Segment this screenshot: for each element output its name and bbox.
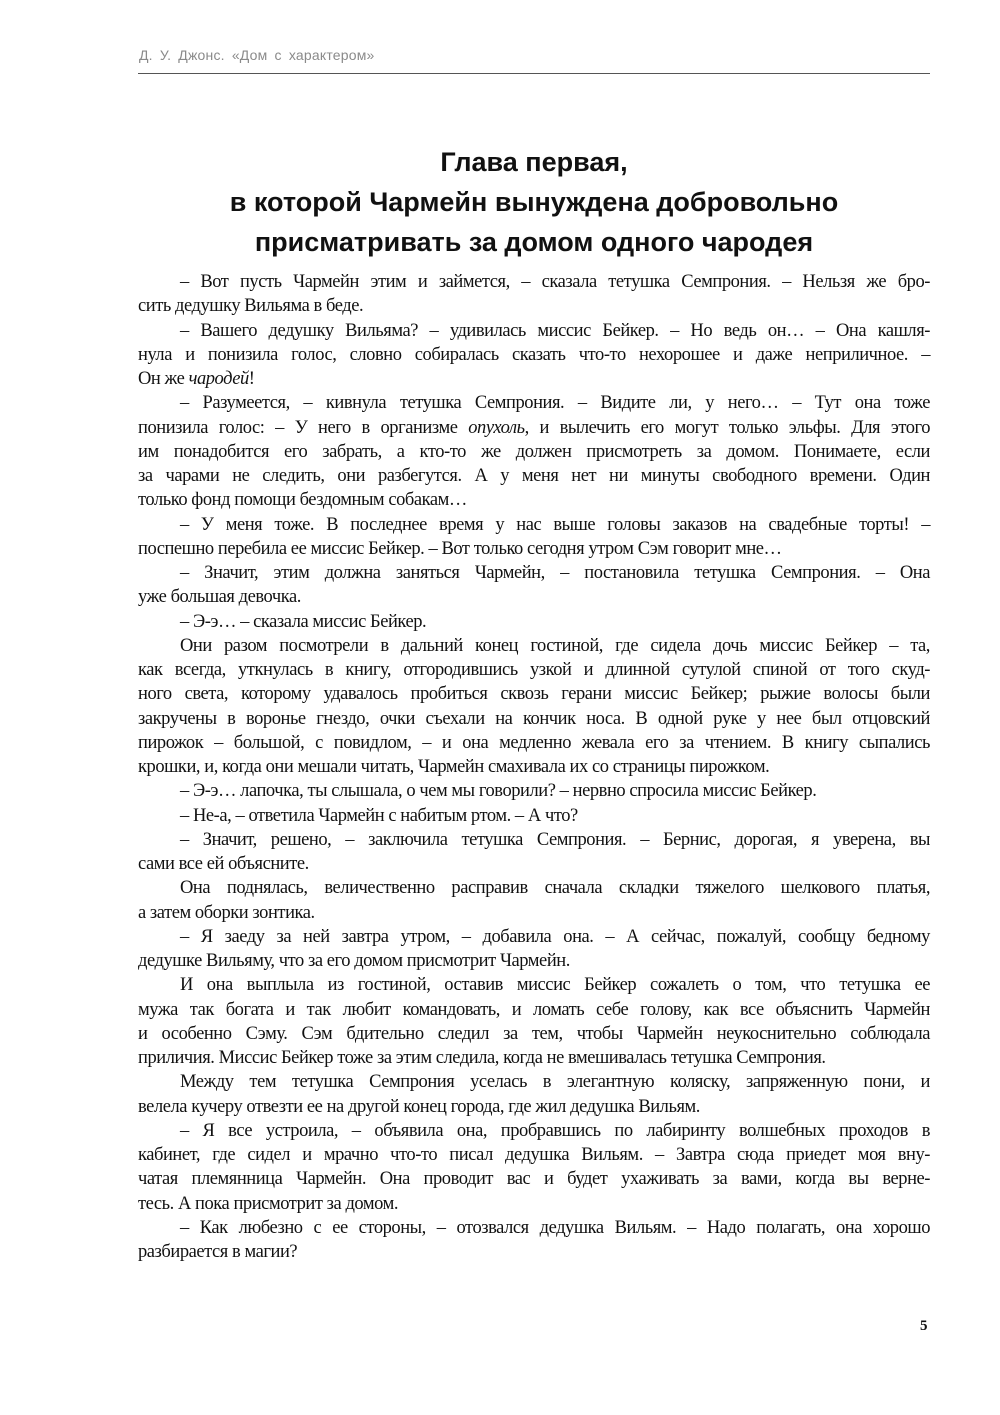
paragraph	[138, 270, 930, 319]
chapter-title-line: Глава первая,	[440, 147, 628, 177]
text-line: сить дедушку Вильяма в беде.	[138, 296, 364, 317]
body-text	[138, 270, 930, 1264]
text-line: Они разом посмотрели в дальний конец гостиной, где сидела дочь миссис Бейкер – та,	[180, 635, 930, 656]
text-line: – Я все устроила, – объявила она, пробравшись по лабиринту волшебных проходов в	[180, 1120, 930, 1141]
text-line: крошки, и, когда они мешали читать, Чармейн смахивала их со страницы пирожком.	[138, 757, 770, 777]
text-line: и особенно Сэму. Сэм бдительно следил за тем, чтобы Чармейн неукоснительно соблюдала	[138, 1023, 930, 1044]
paragraph	[138, 610, 930, 634]
text-line: уже большая девочка.	[138, 587, 301, 608]
text-line: мужа так богата и так любит командовать, и ломать себе голову, как все объяснить Чармейн	[138, 999, 930, 1020]
paragraph	[138, 804, 930, 828]
text-line: поспешно перебила ее миссис Бейкер. – Вот только сегодня утром Сэм говорит мне…	[138, 538, 782, 559]
text-line: дедушке Вильяму, что за его домом присмотрит Чармейн.	[138, 951, 570, 971]
text-line: а затем оборки зонтика.	[138, 902, 315, 923]
header-divider	[138, 73, 930, 74]
text-line: – Вот пусть Чармейн этим и займется, – сказала тетушка Семпрония. – Нельзя же бро-	[180, 272, 930, 292]
text-line: – У меня тоже. В последнее время у нас выше головы заказов на свадебные торты! –	[180, 514, 930, 535]
text-line: Она поднялась, величественно расправив сначала складки тяжелого шелкового платья,	[180, 878, 930, 899]
paragraph	[138, 634, 930, 780]
text-line: Между тем тетушка Семпрония уселась в элегантную коляску, запряженную пони, и	[180, 1072, 930, 1093]
emphasized-word: чародей	[188, 369, 249, 389]
paragraph	[138, 876, 930, 925]
text-line: – Значит, этим должна заняться Чармейн, – постановила тетушка Семпрония. – Она	[180, 563, 930, 583]
chapter-title	[138, 142, 930, 262]
paragraph	[138, 319, 930, 392]
text-line: – Разумеется, – кивнула тетушка Семпрония. – Видите ли, у него… – Тут она тоже	[180, 393, 930, 414]
text-line: кабинет, где сидел и мрачно что-то писал дедушка Вильям. – Завтра сюда приедет моя вну-	[138, 1145, 930, 1165]
paragraph	[138, 1070, 930, 1119]
paragraph	[138, 1216, 930, 1265]
text-line: закручены в воронье гнездо, очки съехали на кончик носа. В одной руке у нее был отцовский	[138, 708, 930, 729]
paragraph	[138, 391, 930, 512]
paragraph	[138, 925, 930, 974]
text-line: велела кучеру отвезти ее на другой конец города, где жил дедушка Вильям.	[138, 1096, 700, 1117]
text-line: – Вашего дедушку Вильяма? – удивилась миссис Бейкер. – Но ведь он… – Она кашля-	[180, 320, 930, 341]
chapter-title-line: в которой Чармейн вынуждена добровольно	[229, 187, 839, 217]
text-line: тесь. А пока присмотрит за домом.	[138, 1193, 399, 1214]
paragraph	[138, 513, 930, 562]
text-line: им понадобится его забрать, а кто-то же должен присмотреть за домом. Понимаете, если	[138, 441, 930, 462]
text-line: И она выплыла из гостиной, оставив миссис Бейкер сожалеть о том, что тетушка ее	[180, 975, 930, 996]
text-line: сами все ей объясните.	[138, 854, 309, 874]
text-line: – Э-э… лапочка, ты слышала, о чем мы говорили? – нервно спросила миссис Бейкер.	[180, 781, 817, 802]
text-line: – Значит, решено, – заключила тетушка Семпрония. – Бернис, дорогая, я уверена, вы	[180, 829, 930, 850]
text-line: нула и понизила голос, словно собиралась сказать что-то нехорошее и даже неприличное. –	[138, 344, 930, 365]
text-line: только фонд помощи бездомным собакам…	[138, 490, 467, 511]
emphasized-word: опухоль	[468, 417, 525, 438]
text-line: чатая племянница Чармейн. Она проводит вас и будет ухаживать за вами, когда вы верне-	[138, 1169, 930, 1190]
text-line: – Не-а, – ответила Чармейн с набитым ртом. – А что?	[180, 805, 578, 826]
running-head: Д. У. Джонс. «Дом с характером»	[139, 47, 375, 63]
chapter-title-line: присматривать за домом одного чародея	[254, 227, 814, 257]
text-line: – Э-э… – сказала миссис Бейкер.	[180, 611, 427, 632]
paragraph	[138, 561, 930, 610]
text-line: – Я заеду за ней завтра утром, – добавила она. – А сейчас, пожалуй, сообщу бедному	[180, 926, 930, 947]
paragraph	[138, 1119, 930, 1216]
page-number: 5	[920, 1318, 928, 1334]
paragraph	[138, 828, 930, 877]
paragraph	[138, 779, 930, 803]
text-line: Он же чародей!	[138, 369, 255, 389]
text-line: пирожок – большой, с повидлом, – и она медленно жевала его за чтением. В книгу сыпались	[138, 732, 930, 753]
text-line: – Как любезно с ее стороны, – отозвался дедушка Вильям. – Надо полагать, она хорошо	[180, 1217, 930, 1238]
text-line: приличия. Миссис Бейкер тоже за этим следила, когда не вмешивалась тетушка Семпрония.	[138, 1048, 826, 1068]
text-line: за чарами не следить, они разбегутся. А у меня нет ни минуты свободного времени. Один	[138, 466, 930, 486]
text-line: понизила голос: – У него в организме опухоль, и вылечить его могут только эльфы. Для этого	[138, 417, 930, 438]
text-line: как всегда, уткнулась в книгу, отгородившись узкой и длинной сутулой спиной от того скуд-	[138, 660, 930, 680]
text-line: ного света, которому удавалось пробиться сквозь герани миссис Бейкер; рыжие волосы были	[138, 684, 930, 705]
text-line: разбирается в магии?	[138, 1242, 298, 1262]
paragraph	[138, 973, 930, 1070]
